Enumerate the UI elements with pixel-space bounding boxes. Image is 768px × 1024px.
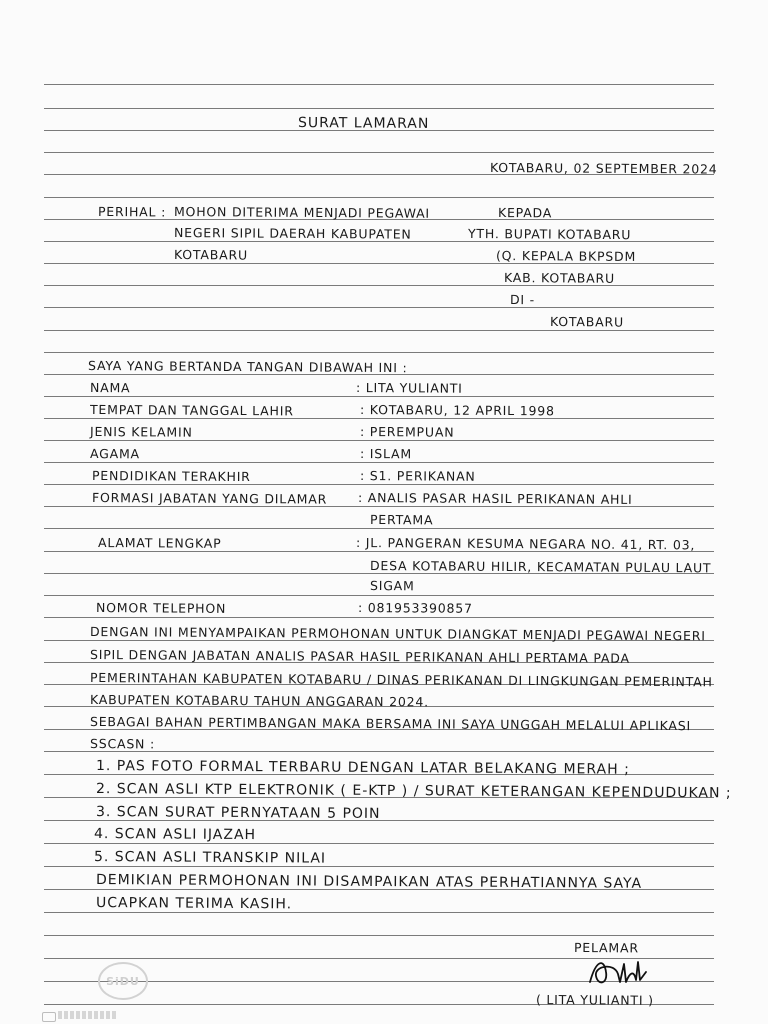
perihal-line: MOHON DITERIMA MENJADI PEGAWAI (173, 204, 431, 221)
recipient-line: YTH. BUPATI KOTABARU (467, 226, 632, 243)
closing-line: UCAPKAN TERIMA KASIH. (95, 895, 293, 913)
ruled-line (44, 462, 714, 463)
letter-title: SURAT LAMARAN (297, 115, 430, 132)
attachment-item: 1. PAS FOTO FORMAL TERBARU DENGAN LATAR BELAKANG MERAH ; (95, 758, 630, 778)
recipient-line: KEPADA (497, 205, 553, 221)
body-line: PEMERINTAHAN KABUPATEN KOTABARU / DINAS PERIKANAN DI LINGKUNGAN PEMERINTAH (89, 670, 713, 690)
attachment-item: 5. SCAN ASLI TRANSKIP NILAI (93, 849, 327, 867)
body-line: KABUPATEN KOTABARU TAHUN ANGGARAN 2024. (89, 692, 429, 710)
field-label: FORMASI JABATAN YANG DILAMAR (91, 490, 328, 507)
field-value: : JL. PANGERAN KESUMA NEGARA NO. 41, RT. 03, (355, 535, 696, 553)
faint-stamp-logo: SiDU (98, 962, 148, 1000)
ruled-line (44, 912, 714, 913)
recipient-line: KOTABARU (549, 314, 624, 330)
ruled-line (44, 84, 714, 85)
recipient-line: DI - (509, 292, 536, 308)
field-label: NAMA (89, 380, 131, 396)
attachment-item: 3. SCAN SURAT PERNYATAAN 5 POIN (95, 804, 381, 822)
field-value: SIGAM (369, 578, 415, 594)
field-value: DESA KOTABARU HILIR, KECAMATAN PULAU LAUT (369, 558, 712, 576)
field-value: : S1. PERIKANAN (359, 468, 476, 484)
intro-line: SAYA YANG BERTANDA TANGAN DIBAWAH INI : (87, 358, 408, 376)
field-value: : LITA YULIANTI (355, 380, 463, 396)
field-label: AGAMA (89, 446, 140, 462)
ruled-line (44, 352, 714, 353)
ruled-line (44, 528, 714, 529)
ruled-line (44, 617, 714, 618)
ruled-line (44, 108, 714, 109)
field-value: : PEREMPUAN (359, 424, 455, 440)
place-date: KOTABARU, 02 SEPTEMBER 2024 (489, 160, 718, 177)
attachment-item: 4. SCAN ASLI IJAZAH (93, 826, 257, 844)
ruled-line (44, 595, 714, 596)
ruled-line (44, 152, 714, 153)
body-line: DENGAN INI MENYAMPAIKAN PERMOHONAN UNTUK DIANGKAT MENJADI PEGAWAI NEGERI (89, 624, 706, 644)
field-value: PERTAMA (369, 512, 434, 528)
closing-line: DEMIKIAN PERMOHONAN INI DISAMPAIKAN ATAS PERHATIANNYA SAYA (95, 872, 643, 892)
field-value: : ANALIS PASAR HASIL PERIKANAN AHLI (357, 490, 633, 507)
field-value: : 081953390857 (357, 600, 473, 616)
ruled-line (44, 197, 714, 198)
signature-name: ( LITA YULIANTI ) (535, 992, 654, 1008)
field-value: : ISLAM (359, 446, 413, 462)
perihal-line: KOTABARU (173, 247, 248, 263)
field-label: JENIS KELAMIN (89, 424, 193, 440)
field-label: TEMPAT DAN TANGGAL LAHIR (89, 402, 294, 419)
perihal-line: NEGERI SIPIL DAERAH KABUPATEN (173, 225, 412, 242)
body-line: SIPIL DENGAN JABATAN ANALIS PASAR HASIL PERIKANAN AHLI PERTAMA PADA (89, 647, 630, 666)
scanner-watermark (58, 1011, 118, 1019)
signature-role: PELAMAR (573, 940, 639, 956)
recipient-line: KAB. KOTABARU (503, 270, 616, 286)
ruled-line (44, 866, 714, 867)
perihal-label: PERIHAL : (97, 204, 167, 220)
ruled-line (44, 935, 714, 936)
field-value: : KOTABARU, 12 APRIL 1998 (359, 402, 555, 419)
field-label: NOMOR TELEPHON (95, 600, 227, 616)
signature-scribble (584, 954, 654, 990)
recipient-line: (Q. KEPALA BKPSDM (495, 248, 637, 264)
body-line: SSCASN : (89, 736, 156, 752)
ruled-line (44, 843, 714, 844)
body-line: SEBAGAI BAHAN PERTIMBANGAN MAKA BERSAMA INI SAYA UNGGAH MELALUI APLIKASI (89, 714, 692, 734)
scanner-mark-icon (42, 1012, 56, 1022)
attachment-item: 2. SCAN ASLI KTP ELEKTRONIK ( E-KTP ) / SURAT KETERANGAN KEPENDUDUKAN ; (95, 781, 732, 802)
field-label: PENDIDIKAN TERAKHIR (91, 468, 251, 485)
field-label: ALAMAT LENGKAP (97, 535, 222, 551)
ruled-line (44, 307, 714, 308)
